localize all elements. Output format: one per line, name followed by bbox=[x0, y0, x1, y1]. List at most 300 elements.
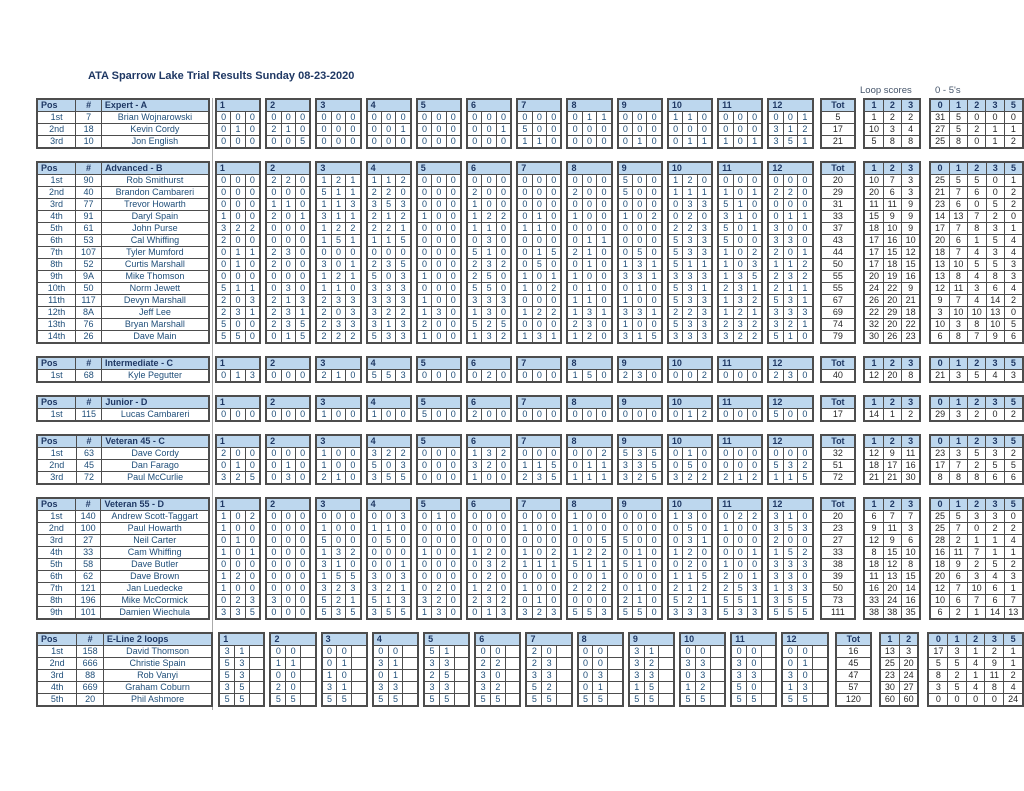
score-group-table bbox=[215, 497, 261, 620]
score-cell: 0 bbox=[331, 460, 345, 472]
table-row bbox=[266, 124, 310, 136]
table-row bbox=[768, 175, 812, 187]
group-header: 12 bbox=[782, 633, 827, 646]
score-cell: 0 bbox=[517, 448, 532, 460]
header-row bbox=[718, 435, 762, 448]
table-row bbox=[37, 223, 209, 235]
score-cell: 0 bbox=[547, 223, 562, 235]
score-cell: 3 bbox=[367, 295, 382, 307]
score-cell: 1 bbox=[482, 607, 496, 620]
table-row bbox=[930, 607, 1023, 620]
score-cell: 0 bbox=[597, 211, 612, 223]
score-cell: 0 bbox=[295, 175, 310, 187]
score-cell: 5 bbox=[680, 694, 695, 707]
score-cell: 2 bbox=[381, 223, 395, 235]
zero-five-count-cell: 27 bbox=[930, 124, 949, 136]
total-column-header: Tot bbox=[821, 99, 856, 112]
score-cell: 0 bbox=[381, 136, 395, 149]
loop-column-header: 2 bbox=[883, 99, 901, 112]
score-cell: 5 bbox=[373, 694, 388, 707]
group-header: 11 bbox=[718, 498, 762, 511]
score-cell: 0 bbox=[496, 136, 511, 149]
loop-score-cell: 11 bbox=[864, 199, 883, 211]
score-cell: 1 bbox=[231, 535, 245, 547]
header-row bbox=[517, 357, 561, 370]
zero-five-count-cell: 2 bbox=[1004, 523, 1023, 535]
score-cell: 0 bbox=[733, 187, 747, 199]
table-row bbox=[526, 682, 571, 694]
score-cell: 0 bbox=[733, 448, 747, 460]
loop-column-header: 1 bbox=[880, 633, 899, 646]
score-cell: 3 bbox=[367, 472, 382, 485]
score-cell: 2 bbox=[424, 670, 439, 682]
zero-five-count-cell: 10 bbox=[986, 319, 1004, 331]
zero-five-count-cell: 11 bbox=[985, 670, 1004, 682]
score-cell: 1 bbox=[331, 472, 345, 485]
score-cell: 0 bbox=[547, 319, 562, 331]
table-row bbox=[618, 175, 662, 187]
table-row bbox=[367, 595, 411, 607]
table-row bbox=[718, 211, 762, 223]
score-cell: 1 bbox=[668, 112, 683, 124]
zero-five-count-cell: 3 bbox=[986, 448, 1004, 460]
loop-score-cell: 10 bbox=[864, 124, 883, 136]
group-header: 6 bbox=[467, 357, 511, 370]
score-cell: 2 bbox=[718, 571, 733, 583]
header-row bbox=[618, 162, 662, 175]
score-cell: 0 bbox=[245, 523, 260, 535]
table-row bbox=[266, 295, 310, 307]
table-row bbox=[367, 607, 411, 620]
score-cell: 5 bbox=[593, 694, 608, 707]
score-cell: 0 bbox=[567, 136, 582, 149]
competitor-name-cell: Dan Farago bbox=[102, 460, 209, 472]
table-row bbox=[367, 319, 411, 331]
zero-five-count-cell: 3 bbox=[949, 319, 967, 331]
score-cell: 1 bbox=[417, 307, 432, 319]
group-header: 7 bbox=[526, 633, 571, 646]
total-cell: 111 bbox=[821, 607, 856, 620]
loop-scores-table bbox=[863, 434, 921, 485]
zero-five-count-cell: 2 bbox=[1004, 199, 1023, 211]
table-row bbox=[618, 535, 662, 547]
score-cell: 3 bbox=[281, 247, 295, 259]
header-row bbox=[467, 498, 511, 511]
table-row bbox=[930, 271, 1023, 283]
total-cell: 16 bbox=[836, 646, 871, 658]
table-row bbox=[475, 694, 520, 707]
score-cell bbox=[659, 670, 674, 682]
score-cell: 2 bbox=[266, 247, 281, 259]
score-cell: 0 bbox=[245, 331, 260, 344]
competitor-name-cell: Kyle Pegutter bbox=[102, 370, 209, 383]
table-row bbox=[37, 523, 209, 535]
pos-column-header: Pos bbox=[37, 396, 76, 409]
header-row bbox=[618, 435, 662, 448]
score-cell: 0 bbox=[747, 682, 762, 694]
score-cell: 0 bbox=[482, 112, 496, 124]
table-row bbox=[316, 370, 360, 383]
table-row bbox=[618, 409, 662, 422]
score-cell: 1 bbox=[532, 559, 546, 571]
score-cell: 1 bbox=[517, 136, 532, 149]
score-group-table bbox=[466, 356, 512, 383]
group-header: 2 bbox=[266, 435, 310, 448]
loop-score-cell: 9 bbox=[901, 223, 920, 235]
score-cell: 2 bbox=[367, 223, 382, 235]
score-cell: 0 bbox=[633, 523, 647, 535]
zero-fives-label: 0 - 5's bbox=[935, 85, 961, 96]
score-cell: 1 bbox=[331, 199, 345, 211]
score-group-table bbox=[474, 632, 521, 707]
score-cell: 1 bbox=[567, 331, 582, 344]
score-cell: 2 bbox=[281, 175, 295, 187]
zero-five-count-cell: 0 bbox=[968, 199, 986, 211]
table-row bbox=[467, 136, 511, 149]
score-cell: 0 bbox=[597, 271, 612, 283]
table-row bbox=[718, 472, 762, 485]
group-header: 5 bbox=[417, 435, 461, 448]
score-group-table bbox=[366, 98, 412, 149]
score-cell: 3 bbox=[668, 331, 683, 344]
score-cell: 0 bbox=[733, 175, 747, 187]
zero-five-count-cell: 2 bbox=[968, 409, 986, 422]
pos-cell: 14th bbox=[37, 331, 76, 344]
score-cell: 1 bbox=[467, 331, 482, 344]
competitors-table bbox=[36, 632, 213, 707]
score-cell: 1 bbox=[697, 136, 712, 149]
score-cell: 0 bbox=[567, 460, 582, 472]
score-cell: 1 bbox=[567, 211, 582, 223]
zero-five-count-cell: 4 bbox=[968, 247, 986, 259]
score-cell: 1 bbox=[231, 124, 245, 136]
score-cell: 0 bbox=[381, 124, 395, 136]
score-cell: 0 bbox=[496, 409, 511, 422]
score-cell: 3 bbox=[496, 295, 511, 307]
score-cell: 0 bbox=[633, 571, 647, 583]
page-title: ATA Sparrow Lake Trial Results Sunday 08-23-2020 bbox=[88, 70, 355, 82]
table-row bbox=[668, 460, 712, 472]
score-cell: 0 bbox=[582, 175, 596, 187]
loop-score-cell: 17 bbox=[864, 247, 883, 259]
score-cell: 0 bbox=[417, 283, 432, 295]
table-row bbox=[367, 247, 411, 259]
score-cell: 5 bbox=[331, 571, 345, 583]
table-row bbox=[467, 571, 511, 583]
score-cell bbox=[557, 670, 572, 682]
score-cell: 0 bbox=[496, 547, 511, 559]
score-cell: 1 bbox=[697, 259, 712, 271]
score-cell: 0 bbox=[396, 535, 411, 547]
pos-cell: 12th bbox=[37, 307, 76, 319]
table-row bbox=[668, 448, 712, 460]
table-row bbox=[928, 646, 1023, 658]
group-header: 8 bbox=[578, 633, 623, 646]
table-row bbox=[864, 559, 920, 571]
score-cell: 3 bbox=[697, 247, 712, 259]
score-cell: 0 bbox=[295, 472, 310, 485]
score-cell: 2 bbox=[270, 682, 285, 694]
score-cell bbox=[710, 658, 725, 670]
competitor-name-cell: Jon English bbox=[101, 136, 209, 149]
group-header: 10 bbox=[668, 162, 712, 175]
table-row bbox=[821, 559, 856, 571]
score-cell: 0 bbox=[281, 547, 295, 559]
competitor-number-cell: 90 bbox=[76, 175, 102, 187]
competitor-number-cell: 52 bbox=[76, 259, 102, 271]
table-row bbox=[930, 247, 1023, 259]
score-cell bbox=[403, 646, 418, 658]
score-cell: 0 bbox=[532, 235, 546, 247]
header-row bbox=[930, 435, 1023, 448]
competitor-name-cell: Andrew Scott-Taggart bbox=[101, 511, 209, 523]
score-cell: 0 bbox=[597, 283, 612, 295]
score-cell: 5 bbox=[597, 535, 612, 547]
header-row bbox=[821, 357, 856, 370]
score-cell bbox=[300, 658, 315, 670]
score-cell: 0 bbox=[647, 523, 662, 535]
score-cell: 2 bbox=[482, 547, 496, 559]
loop-column-header: 1 bbox=[864, 162, 883, 175]
score-cell: 2 bbox=[798, 124, 813, 136]
score-cell: 0 bbox=[266, 223, 281, 235]
score-cell: 0 bbox=[668, 409, 683, 422]
score-cell: 0 bbox=[432, 370, 446, 383]
table-row bbox=[37, 694, 212, 707]
zero-five-count-cell: 5 bbox=[949, 511, 967, 523]
zero-five-count-cell: 8 bbox=[928, 670, 947, 682]
score-cell: 0 bbox=[432, 247, 446, 259]
score-cell: 0 bbox=[281, 271, 295, 283]
score-cell: 2 bbox=[733, 307, 747, 319]
loop-score-cell: 16 bbox=[901, 271, 920, 283]
group-header: 10 bbox=[668, 99, 712, 112]
score-cell: 0 bbox=[417, 472, 432, 485]
score-cell: 0 bbox=[747, 112, 762, 124]
score-cell: 0 bbox=[346, 283, 361, 295]
header-row bbox=[316, 162, 360, 175]
score-cell: 0 bbox=[316, 511, 331, 523]
loop-column-header: 1 bbox=[864, 357, 883, 370]
table-row bbox=[768, 223, 812, 235]
header-row bbox=[517, 435, 561, 448]
table-row bbox=[517, 175, 561, 187]
header-row bbox=[417, 396, 461, 409]
table-row bbox=[668, 595, 712, 607]
group-header: 11 bbox=[718, 162, 762, 175]
table-row bbox=[768, 607, 812, 620]
score-cell: 0 bbox=[532, 409, 546, 422]
zero-five-count-cell: 6 bbox=[949, 199, 967, 211]
score-cell: 0 bbox=[567, 448, 582, 460]
loop-scores-table bbox=[863, 98, 921, 149]
score-cell: 0 bbox=[482, 409, 496, 422]
score-cell: 0 bbox=[446, 211, 461, 223]
number-column-header: # bbox=[75, 498, 101, 511]
score-cell bbox=[813, 658, 828, 670]
score-group-table bbox=[667, 356, 713, 383]
score-cell: 0 bbox=[718, 175, 733, 187]
score-cell: 5 bbox=[783, 547, 797, 559]
table-row bbox=[768, 271, 812, 283]
score-cell: 0 bbox=[346, 511, 361, 523]
pos-cell: 1st bbox=[37, 646, 77, 658]
score-cell: 3 bbox=[295, 295, 310, 307]
total-cell: 50 bbox=[821, 583, 856, 595]
score-cell: 2 bbox=[783, 187, 797, 199]
score-cell: 0 bbox=[446, 124, 461, 136]
group-header: 12 bbox=[768, 99, 812, 112]
score-cell: 0 bbox=[396, 112, 411, 124]
table-row bbox=[316, 136, 360, 149]
score-cell: 0 bbox=[532, 511, 546, 523]
zero-five-count-cell: 6 bbox=[949, 235, 967, 247]
score-cell: 3 bbox=[439, 682, 454, 694]
score-cell: 1 bbox=[482, 247, 496, 259]
table-row bbox=[517, 271, 561, 283]
score-cell: 2 bbox=[245, 223, 260, 235]
score-cell: 0 bbox=[798, 199, 813, 211]
loop-score-cell: 15 bbox=[883, 547, 901, 559]
score-group-table bbox=[516, 356, 562, 383]
score-cell: 0 bbox=[547, 370, 562, 383]
score-cell: 0 bbox=[718, 112, 733, 124]
loop-score-cell: 30 bbox=[880, 682, 899, 694]
score-cell: 2 bbox=[683, 211, 697, 223]
score-cell: 0 bbox=[266, 271, 281, 283]
header-row bbox=[768, 162, 812, 175]
score-cell: 2 bbox=[768, 283, 783, 295]
score-cell: 0 bbox=[547, 583, 562, 595]
score-cell: 0 bbox=[496, 175, 511, 187]
score-cell: 3 bbox=[517, 607, 532, 620]
score-cell: 0 bbox=[597, 175, 612, 187]
number-column-header: # bbox=[76, 435, 102, 448]
score-cell: 0 bbox=[417, 511, 432, 523]
table-row bbox=[216, 283, 260, 295]
score-cell: 0 bbox=[798, 370, 813, 383]
zero-five-count-cell: 1 bbox=[1004, 583, 1023, 595]
score-cell: 0 bbox=[417, 571, 432, 583]
table-row bbox=[37, 307, 209, 319]
score-cell bbox=[454, 658, 469, 670]
score-cell: 5 bbox=[618, 559, 633, 571]
loop-score-cell: 18 bbox=[901, 307, 920, 319]
score-group-table bbox=[315, 98, 361, 149]
score-cell: 5 bbox=[491, 694, 506, 707]
score-cell: 0 bbox=[231, 271, 245, 283]
score-cell: 0 bbox=[733, 259, 747, 271]
score-cell: 0 bbox=[731, 646, 746, 658]
score-cell bbox=[761, 658, 776, 670]
table-row bbox=[864, 247, 920, 259]
score-cell: 1 bbox=[683, 448, 697, 460]
table-row bbox=[367, 511, 411, 523]
score-cell: 2 bbox=[266, 319, 281, 331]
score-cell: 2 bbox=[482, 319, 496, 331]
table-row bbox=[367, 295, 411, 307]
table-row bbox=[316, 247, 360, 259]
score-cell: 0 bbox=[482, 511, 496, 523]
header-row bbox=[864, 435, 920, 448]
score-cell: 0 bbox=[231, 136, 245, 149]
loop-column-header: 3 bbox=[901, 498, 920, 511]
table-row bbox=[367, 283, 411, 295]
table-row bbox=[864, 319, 920, 331]
score-cell: 0 bbox=[281, 409, 295, 422]
score-cell: 3 bbox=[322, 682, 337, 694]
zero-five-count-cell: 17 bbox=[930, 460, 949, 472]
loop-score-cell: 9 bbox=[901, 211, 920, 223]
score-cell: 3 bbox=[697, 271, 712, 283]
score-cell: 0 bbox=[633, 187, 647, 199]
score-cell: 0 bbox=[582, 223, 596, 235]
table-row bbox=[367, 547, 411, 559]
score-cell: 0 bbox=[496, 235, 511, 247]
score-cell: 5 bbox=[396, 472, 411, 485]
score-cell: 0 bbox=[647, 247, 662, 259]
score-cell: 3 bbox=[532, 331, 546, 344]
score-cell: 3 bbox=[482, 331, 496, 344]
loop-scores-label: Loop scores bbox=[860, 85, 912, 96]
score-cell: 0 bbox=[231, 235, 245, 247]
score-cell: 0 bbox=[266, 409, 281, 422]
score-cell: 0 bbox=[668, 535, 683, 547]
score-cell: 5 bbox=[295, 331, 310, 344]
score-cell: 0 bbox=[633, 295, 647, 307]
score-group-table bbox=[416, 395, 462, 422]
table-row bbox=[668, 211, 712, 223]
score-cell: 3 bbox=[331, 547, 345, 559]
table-row bbox=[417, 319, 461, 331]
score-cell: 0 bbox=[245, 124, 260, 136]
score-cell: 3 bbox=[683, 331, 697, 344]
score-groups bbox=[215, 356, 818, 383]
number-column-header: # bbox=[76, 357, 102, 370]
zero-five-count-cell: 0 bbox=[1004, 211, 1023, 223]
score-cell bbox=[557, 646, 572, 658]
score-cell: 0 bbox=[446, 559, 461, 571]
score-cell: 2 bbox=[496, 559, 511, 571]
score-cell: 3 bbox=[798, 523, 813, 535]
score-cell: 1 bbox=[367, 235, 382, 247]
score-cell: 0 bbox=[281, 571, 295, 583]
score-cell: 0 bbox=[432, 187, 446, 199]
totals-table bbox=[820, 356, 857, 383]
score-cell: 0 bbox=[346, 448, 361, 460]
score-cell: 0 bbox=[680, 670, 695, 682]
score-cell: 1 bbox=[582, 295, 596, 307]
score-group-table bbox=[617, 395, 663, 422]
score-cell: 2 bbox=[367, 211, 382, 223]
score-groups bbox=[215, 161, 818, 344]
score-cell: 0 bbox=[231, 211, 245, 223]
table-row bbox=[37, 124, 209, 136]
score-cell: 3 bbox=[633, 370, 647, 383]
header-row bbox=[216, 99, 260, 112]
table-row bbox=[316, 571, 360, 583]
group-header: 6 bbox=[467, 498, 511, 511]
score-cell: 0 bbox=[582, 187, 596, 199]
score-cell: 1 bbox=[532, 136, 546, 149]
zero-five-count-cell: 12 bbox=[930, 583, 949, 595]
table-row bbox=[668, 331, 712, 344]
score-cell: 0 bbox=[231, 547, 245, 559]
score-cell: 1 bbox=[567, 523, 582, 535]
score-cell: 1 bbox=[747, 571, 762, 583]
score-cell: 0 bbox=[295, 235, 310, 247]
score-cell: 1 bbox=[593, 682, 608, 694]
